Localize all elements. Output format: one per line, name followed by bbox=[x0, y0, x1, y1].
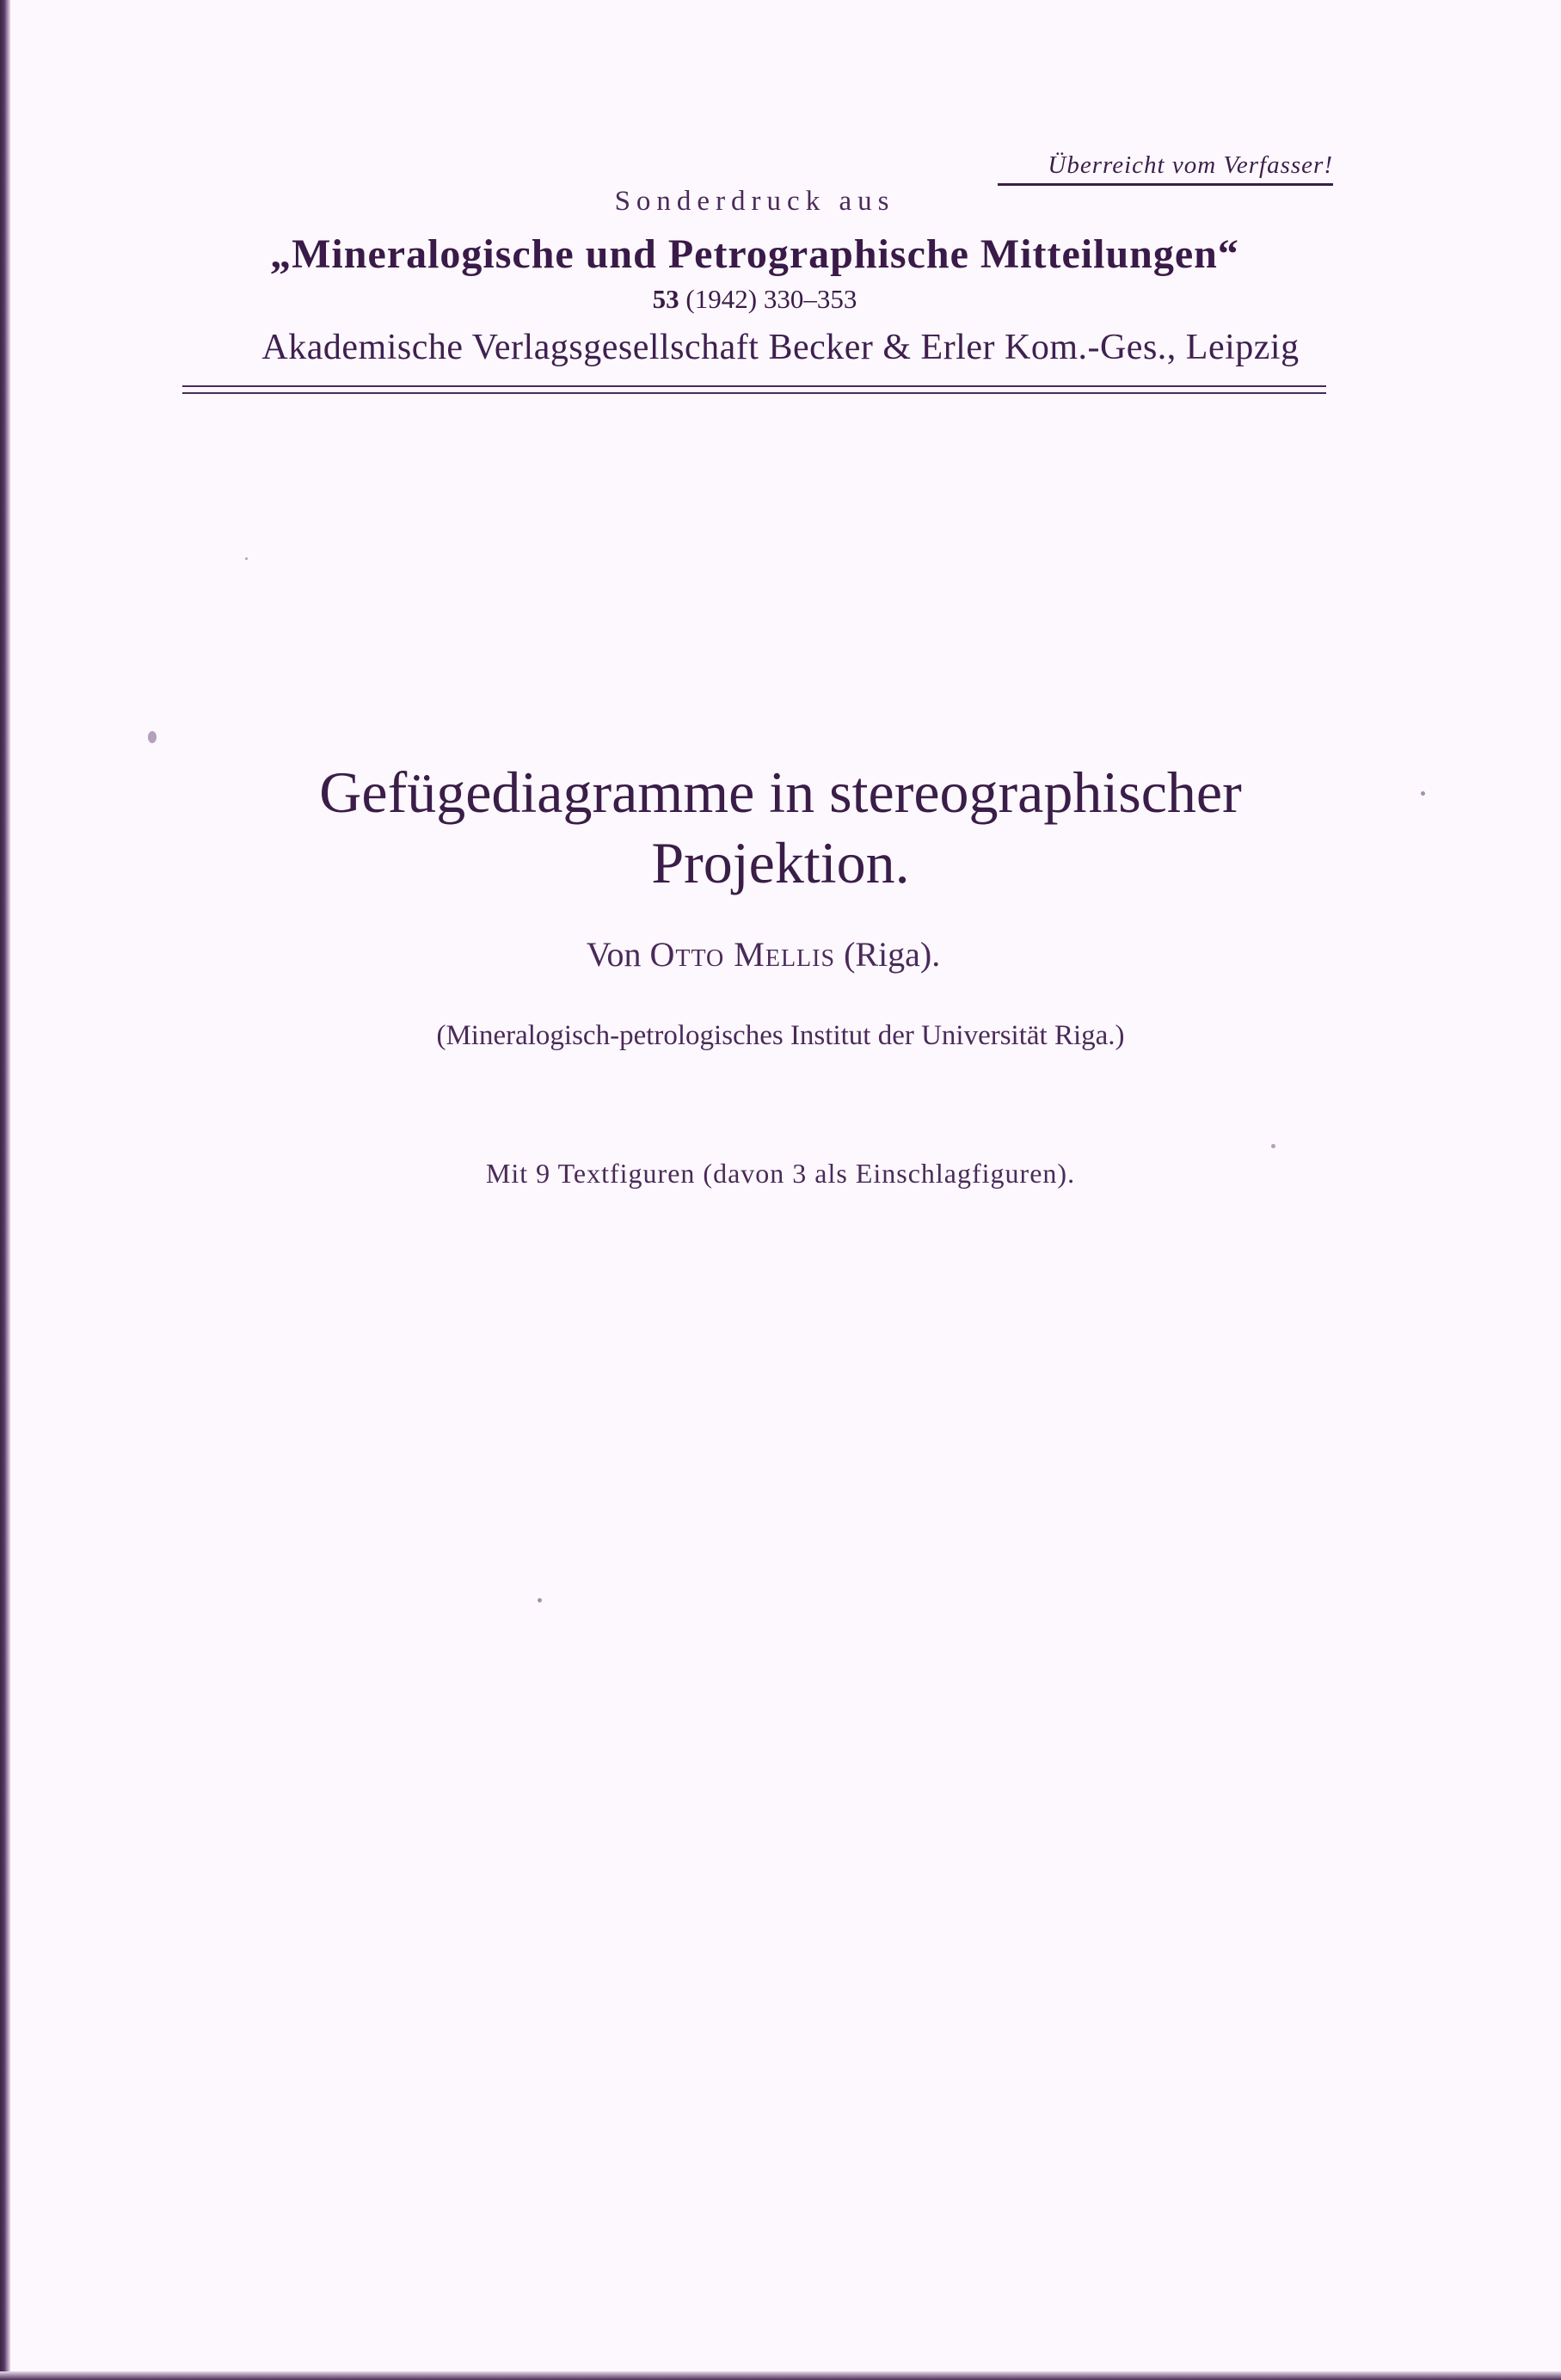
volume-number: 53 bbox=[652, 284, 679, 314]
article-title bbox=[0, 757, 1561, 898]
offprint-label: Sonderdruck aus bbox=[614, 186, 895, 217]
volume-info bbox=[0, 284, 1535, 315]
handwritten-dedication: Überreicht vom Verfasser! bbox=[998, 151, 1333, 186]
paper-speck bbox=[1421, 791, 1425, 796]
article-title-line-1: Gefügediagramme in stereographischer bbox=[319, 760, 1242, 825]
bottom-edge bbox=[0, 2371, 1561, 2380]
figures-note: Mit 9 Textfiguren (davon 3 als Einschlagfiguren). bbox=[485, 1158, 1076, 1189]
publisher-line: Akademische Verlagsgesellschaft Becker & Erler Kom.-Ges., Leipzig bbox=[261, 328, 1300, 367]
article-title-line-2: Projektion. bbox=[651, 830, 910, 895]
header-rule-bottom bbox=[182, 392, 1326, 394]
author-prefix: Von bbox=[586, 935, 642, 974]
institute-line: (Mineralogisch-petrologisches Institut der Universität Riga.) bbox=[436, 1020, 1125, 1051]
paper-speck bbox=[1271, 1144, 1275, 1148]
author-line bbox=[0, 934, 1544, 975]
journal-title: „Mineralogische und Petrographische Mitteilungen“ bbox=[270, 231, 1239, 277]
paper-speck bbox=[245, 557, 248, 560]
author-name: Otto Mellis bbox=[649, 935, 836, 974]
year-pages: (1942) 330–353 bbox=[685, 284, 857, 314]
header-rule-top bbox=[182, 385, 1326, 387]
author-location: (Riga). bbox=[844, 935, 941, 974]
paper-speck bbox=[538, 1598, 542, 1602]
paper-speck bbox=[148, 731, 157, 743]
